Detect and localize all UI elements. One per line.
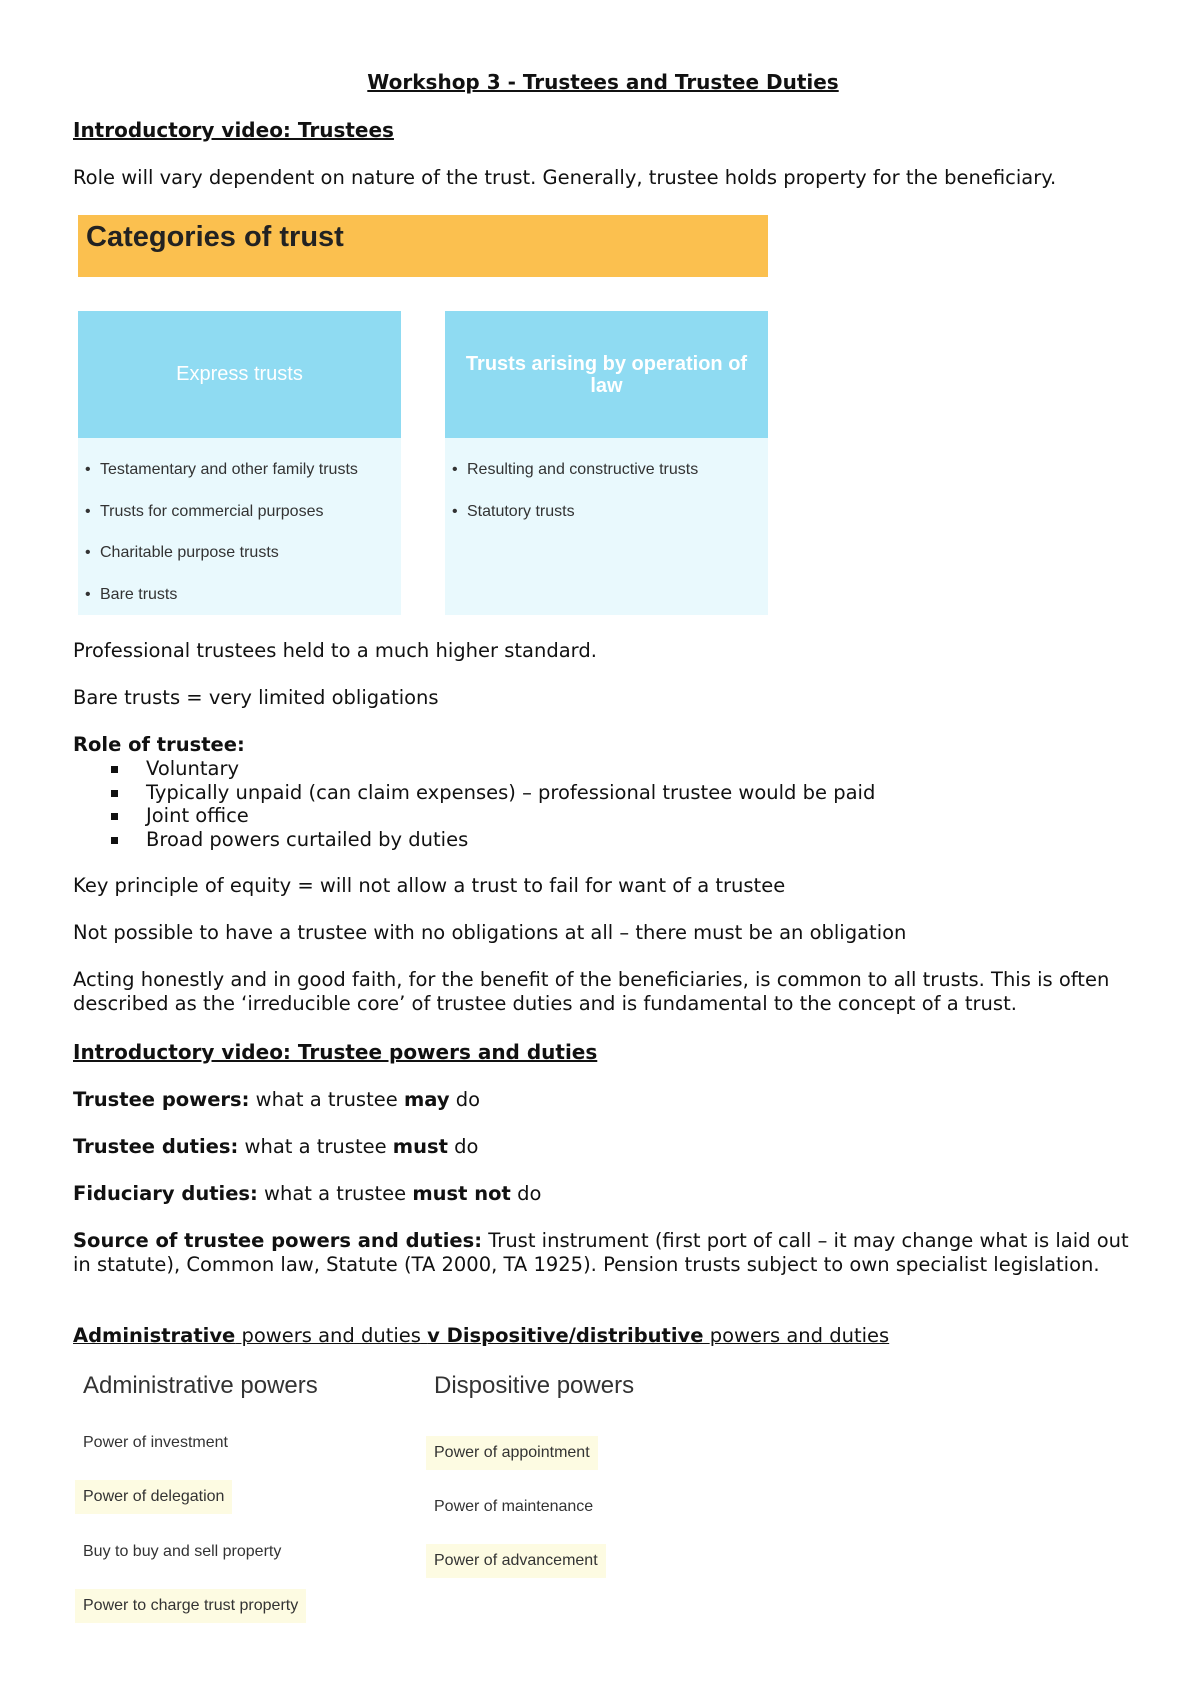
dispositive-power-item: Power of maintenance xyxy=(434,1498,594,1515)
list-item: • Testamentary and other family trusts xyxy=(78,458,401,500)
admin-power-item: Power of delegation xyxy=(75,1480,232,1514)
list-item: Joint office xyxy=(73,804,875,828)
professional-paragraph: Professional trustees held to a much higher standard. xyxy=(73,639,597,662)
irreducible-core-paragraph: Acting honestly and in good faith, for the benefit of the beneficiaries, is common to all trusts. This is often described as the ‘irreducible core’ of trustee duties and is fundamental to the concept of a trust. xyxy=(73,968,1110,1015)
fiduciary-duties-line: Fiduciary duties: what a trustee must not do xyxy=(73,1182,542,1205)
bare-trusts-paragraph: Bare trusts = very limited obligations xyxy=(73,686,439,709)
operation-of-law-title: Trusts arising by operation of law xyxy=(445,311,768,438)
obligation-paragraph: Not possible to have a trustee with no obligations at all – there must be an obligation xyxy=(73,921,907,944)
list-item: Voluntary xyxy=(73,757,875,781)
section-heading-trustees: Introductory video: Trustees xyxy=(73,118,394,142)
trustee-powers-line: Trustee powers: what a trustee may do xyxy=(73,1088,481,1111)
administrative-powers-title: Administrative powers xyxy=(83,1372,318,1399)
fiduciary-duties-label: Fiduciary duties: xyxy=(73,1182,258,1205)
trustee-powers-label: Trustee powers: xyxy=(73,1088,250,1111)
express-trusts-body xyxy=(78,438,401,615)
operation-of-law-column xyxy=(445,311,768,615)
list-item: • Statutory trusts xyxy=(445,500,768,542)
admin-power-item: Power of investment xyxy=(83,1434,228,1451)
trustee-duties-line: Trustee duties: what a trustee must do xyxy=(73,1135,479,1158)
role-heading: Role of trustee: xyxy=(73,733,245,756)
list-item: • Charitable purpose trusts xyxy=(78,541,401,583)
section-heading-powers-duties: Introductory video: Trustee powers and duties xyxy=(73,1040,598,1064)
operation-of-law-body xyxy=(445,438,768,615)
list-item: • Resulting and constructive trusts xyxy=(445,458,768,500)
list-item: • Bare trusts xyxy=(78,583,401,625)
dispositive-power-item: Power of appointment xyxy=(426,1436,598,1470)
list-item: Typically unpaid (can claim expenses) – professional trustee would be paid xyxy=(73,781,875,805)
source-paragraph: Source of trustee powers and duties: Trust instrument (first port of call – it may change what is laid out in statute), Common law, Statute (TA 2000, TA 1925). Pension trusts subject to own specialist legislation. xyxy=(73,1229,1129,1276)
role-list xyxy=(73,757,875,851)
categories-header xyxy=(78,215,768,277)
source-label: Source of trustee powers and duties: xyxy=(73,1229,483,1252)
express-trusts-title: Express trusts xyxy=(78,311,401,438)
list-item: Broad powers curtailed by duties xyxy=(73,828,875,852)
key-principle-paragraph: Key principle of equity = will not allow a trust to fail for want of a trustee xyxy=(73,874,786,897)
role-paragraph: Role will vary dependent on nature of the trust. Generally, trustee holds property for the beneficiary. xyxy=(73,166,1057,189)
express-trusts-column xyxy=(78,311,401,615)
powers-diagram xyxy=(75,1368,695,1628)
page-title: Workshop 3 - Trustees and Trustee Duties xyxy=(367,70,839,94)
categories-diagram xyxy=(78,215,768,615)
trustee-duties-label: Trustee duties: xyxy=(73,1135,239,1158)
list-item: • Trusts for commercial purposes xyxy=(78,500,401,542)
administrative-heading: Administrative powers and duties v Dispositive/distributive powers and duties xyxy=(73,1324,890,1347)
categories-title: Categories of trust xyxy=(86,221,344,253)
dispositive-powers-title: Dispositive powers xyxy=(434,1372,635,1399)
admin-power-item: Power to charge trust property xyxy=(75,1589,306,1623)
dispositive-power-item: Power of advancement xyxy=(426,1544,606,1578)
admin-power-item: Buy to buy and sell property xyxy=(83,1543,282,1560)
